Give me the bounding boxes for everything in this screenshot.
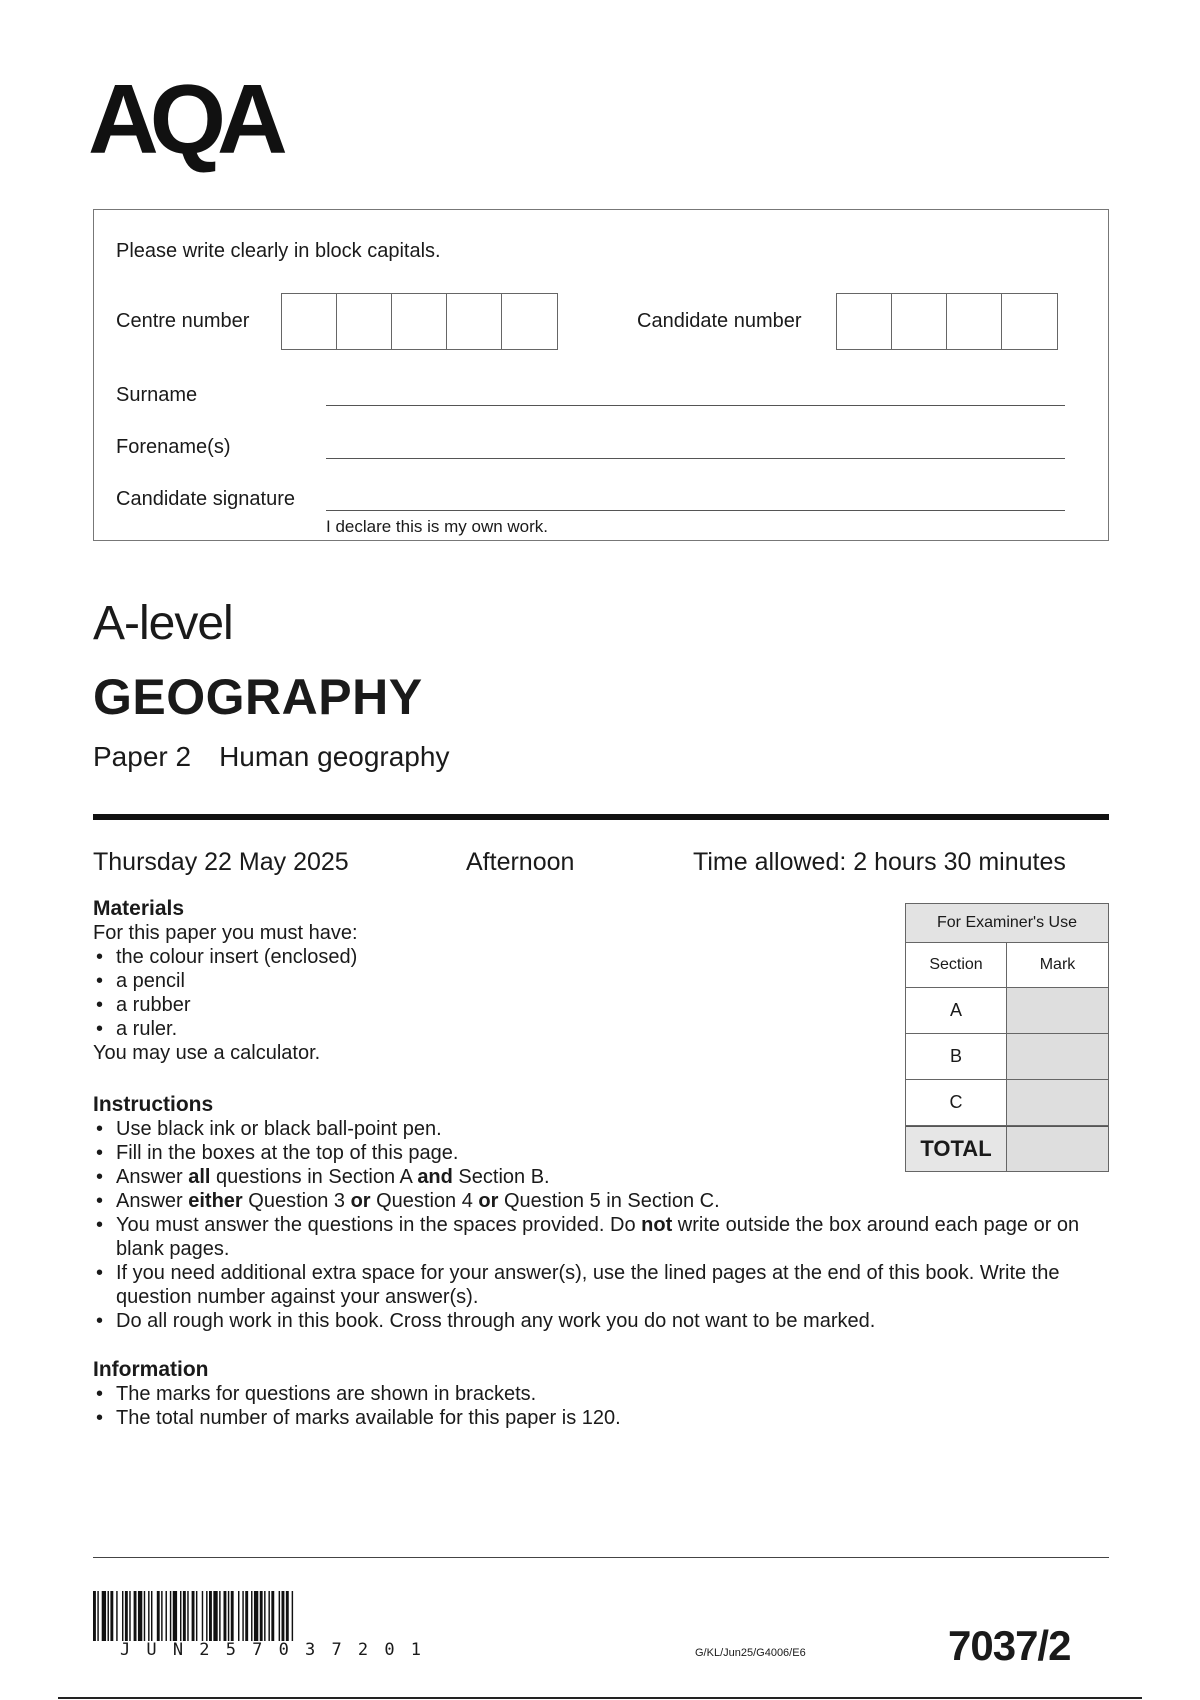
centre-digit-box[interactable] bbox=[337, 294, 392, 349]
materials-item: • a ruler. bbox=[93, 1017, 793, 1041]
centre-number-boxes[interactable] bbox=[281, 293, 558, 350]
paper-name: Human geography bbox=[219, 741, 450, 772]
barcode-bar bbox=[129, 1591, 130, 1641]
barcode-bar bbox=[268, 1591, 269, 1641]
instruction-item: • Fill in the boxes at the top of this page. bbox=[93, 1141, 1103, 1165]
barcode-bar bbox=[196, 1591, 197, 1641]
instruction-item: • Do all rough work in this book. Cross through any work you do not want to be marked. bbox=[93, 1309, 1103, 1333]
footer-divider bbox=[93, 1557, 1109, 1558]
total-label: TOTAL bbox=[906, 1127, 1007, 1171]
barcode-bar bbox=[148, 1591, 149, 1641]
candidate-digit-box[interactable] bbox=[892, 294, 947, 349]
information-section bbox=[93, 1358, 1093, 1430]
candidate-digit-box[interactable] bbox=[947, 294, 1002, 349]
information-heading: Information bbox=[93, 1358, 209, 1381]
examiner-table-header-row bbox=[906, 943, 1108, 988]
barcode-bar bbox=[228, 1591, 229, 1641]
examiner-table-row bbox=[906, 1080, 1108, 1126]
mark-column-header: Mark bbox=[1007, 943, 1108, 987]
subject-title: GEOGRAPHY bbox=[93, 669, 423, 725]
barcode-bar bbox=[110, 1591, 113, 1641]
barcode-bar bbox=[254, 1591, 258, 1641]
barcode-bar bbox=[238, 1591, 239, 1641]
title-divider bbox=[93, 814, 1109, 820]
qualification-level: A-level bbox=[93, 597, 233, 650]
exam-date: Thursday 22 May 2025 bbox=[93, 848, 349, 876]
barcode-bar bbox=[271, 1591, 274, 1641]
mark-cell bbox=[1007, 1080, 1108, 1125]
block-capitals-instruction: Please write clearly in block capitals. bbox=[116, 240, 441, 262]
aqa-logo: AQA bbox=[88, 64, 279, 174]
materials-heading: Materials bbox=[93, 897, 185, 920]
barcode-bar bbox=[97, 1591, 98, 1641]
barcode-bar bbox=[292, 1591, 293, 1641]
materials-item: • a pencil bbox=[93, 969, 793, 993]
mark-cell bbox=[1007, 988, 1108, 1033]
barcode-bar bbox=[157, 1591, 160, 1641]
barcode-bar bbox=[116, 1591, 117, 1641]
section-label: A bbox=[906, 988, 1007, 1033]
document-reference: G/KL/Jun25/G4006/E6 bbox=[695, 1647, 806, 1659]
barcode-bar bbox=[151, 1591, 152, 1641]
barcode-bar bbox=[282, 1591, 285, 1641]
barcode-bar bbox=[245, 1591, 248, 1641]
barcode-bar bbox=[180, 1591, 181, 1641]
forenames-label: Forename(s) bbox=[116, 436, 231, 458]
barcode-bar bbox=[187, 1591, 188, 1641]
section-label: C bbox=[906, 1080, 1007, 1125]
time-allowed: Time allowed: 2 hours 30 minutes bbox=[693, 848, 1066, 876]
barcode-bar bbox=[125, 1591, 128, 1641]
barcode-bar bbox=[144, 1591, 145, 1641]
barcode bbox=[93, 1591, 475, 1641]
barcode-bar bbox=[242, 1591, 243, 1641]
information-item: • The marks for questions are shown in brackets. bbox=[93, 1382, 1093, 1406]
instruction-item: • Use black ink or black ball-point pen. bbox=[93, 1117, 1103, 1141]
barcode-bar bbox=[122, 1591, 123, 1641]
barcode-bar bbox=[224, 1591, 227, 1641]
mark-cell bbox=[1007, 1034, 1108, 1079]
examiner-table-row bbox=[906, 1034, 1108, 1080]
barcode-bar bbox=[279, 1591, 280, 1641]
barcode-bar bbox=[264, 1591, 265, 1641]
barcode-number: JUN257037201 bbox=[120, 1640, 438, 1660]
barcode-bar bbox=[166, 1591, 167, 1641]
instruction-item: • Answer either Question 3 or Question 4 or Question 5 in Section C. bbox=[93, 1189, 1103, 1213]
signature-label: Candidate signature bbox=[116, 488, 296, 510]
instruction-item: • If you need additional extra space for your answer(s), use the lined pages at the end of this book. Write the question number against your answer(s). bbox=[93, 1261, 1086, 1309]
examiners-use-table bbox=[905, 903, 1109, 1172]
candidate-details-box bbox=[93, 209, 1109, 541]
section-column-header: Section bbox=[906, 943, 1007, 987]
barcode-bar bbox=[161, 1591, 162, 1641]
barcode-bar bbox=[170, 1591, 171, 1641]
materials-item: • the colour insert (enclosed) bbox=[93, 945, 793, 969]
instruction-item: • Answer all questions in Section A and Section B. bbox=[93, 1165, 1103, 1189]
instruction-item: • You must answer the questions in the spaces provided. Do not write outside the box around each page or on blank pages. bbox=[93, 1213, 1086, 1261]
paper-number: Paper 2 bbox=[93, 741, 192, 772]
barcode-bar bbox=[93, 1591, 96, 1641]
section-label: B bbox=[906, 1034, 1007, 1079]
materials-section bbox=[93, 897, 793, 1065]
information-item: • The total number of marks available for this paper is 120. bbox=[93, 1406, 1093, 1430]
examiners-use-title: For Examiner's Use bbox=[906, 904, 1108, 943]
candidate-digit-box[interactable] bbox=[1002, 294, 1057, 349]
barcode-bar bbox=[251, 1591, 252, 1641]
barcode-bar bbox=[231, 1591, 234, 1641]
barcode-bar bbox=[209, 1591, 212, 1641]
barcode-bar bbox=[286, 1591, 289, 1641]
examiner-table-row bbox=[906, 988, 1108, 1034]
barcode-bar bbox=[206, 1591, 207, 1641]
exam-session: Afternoon bbox=[466, 848, 575, 876]
barcode-bar bbox=[219, 1591, 220, 1641]
centre-digit-box[interactable] bbox=[282, 294, 337, 349]
signature-field[interactable] bbox=[326, 510, 1065, 511]
page-bottom-rule bbox=[58, 1697, 1142, 1699]
barcode-bar bbox=[173, 1591, 177, 1641]
candidate-digit-box[interactable] bbox=[837, 294, 892, 349]
candidate-number-boxes[interactable] bbox=[836, 293, 1058, 350]
barcode-bar bbox=[134, 1591, 137, 1641]
surname-label: Surname bbox=[116, 384, 198, 406]
candidate-number-label: Candidate number bbox=[637, 310, 802, 332]
centre-digit-box[interactable] bbox=[502, 294, 557, 349]
paper-title bbox=[93, 741, 449, 773]
barcode-bar bbox=[192, 1591, 195, 1641]
barcode-bar bbox=[202, 1591, 203, 1641]
centre-digit-box[interactable] bbox=[392, 294, 447, 349]
total-mark-cell bbox=[1007, 1127, 1108, 1171]
materials-intro: For this paper you must have: bbox=[93, 922, 358, 944]
barcode-bar bbox=[213, 1591, 217, 1641]
surname-field[interactable] bbox=[326, 405, 1065, 406]
instructions-heading: Instructions bbox=[93, 1093, 214, 1116]
paper-code: 7037/2 bbox=[948, 1622, 1071, 1669]
forenames-field[interactable] bbox=[326, 458, 1065, 459]
barcode-bar bbox=[260, 1591, 263, 1641]
calculator-note: You may use a calculator. bbox=[93, 1042, 321, 1064]
centre-number-label: Centre number bbox=[116, 310, 250, 332]
materials-item: • a rubber bbox=[93, 993, 793, 1017]
barcode-bar bbox=[108, 1591, 109, 1641]
centre-digit-box[interactable] bbox=[447, 294, 502, 349]
barcode-bar bbox=[138, 1591, 142, 1641]
examiner-total-row bbox=[906, 1126, 1108, 1171]
declaration-text: I declare this is my own work. bbox=[326, 517, 549, 536]
barcode-bar bbox=[102, 1591, 106, 1641]
barcode-bar bbox=[183, 1591, 186, 1641]
